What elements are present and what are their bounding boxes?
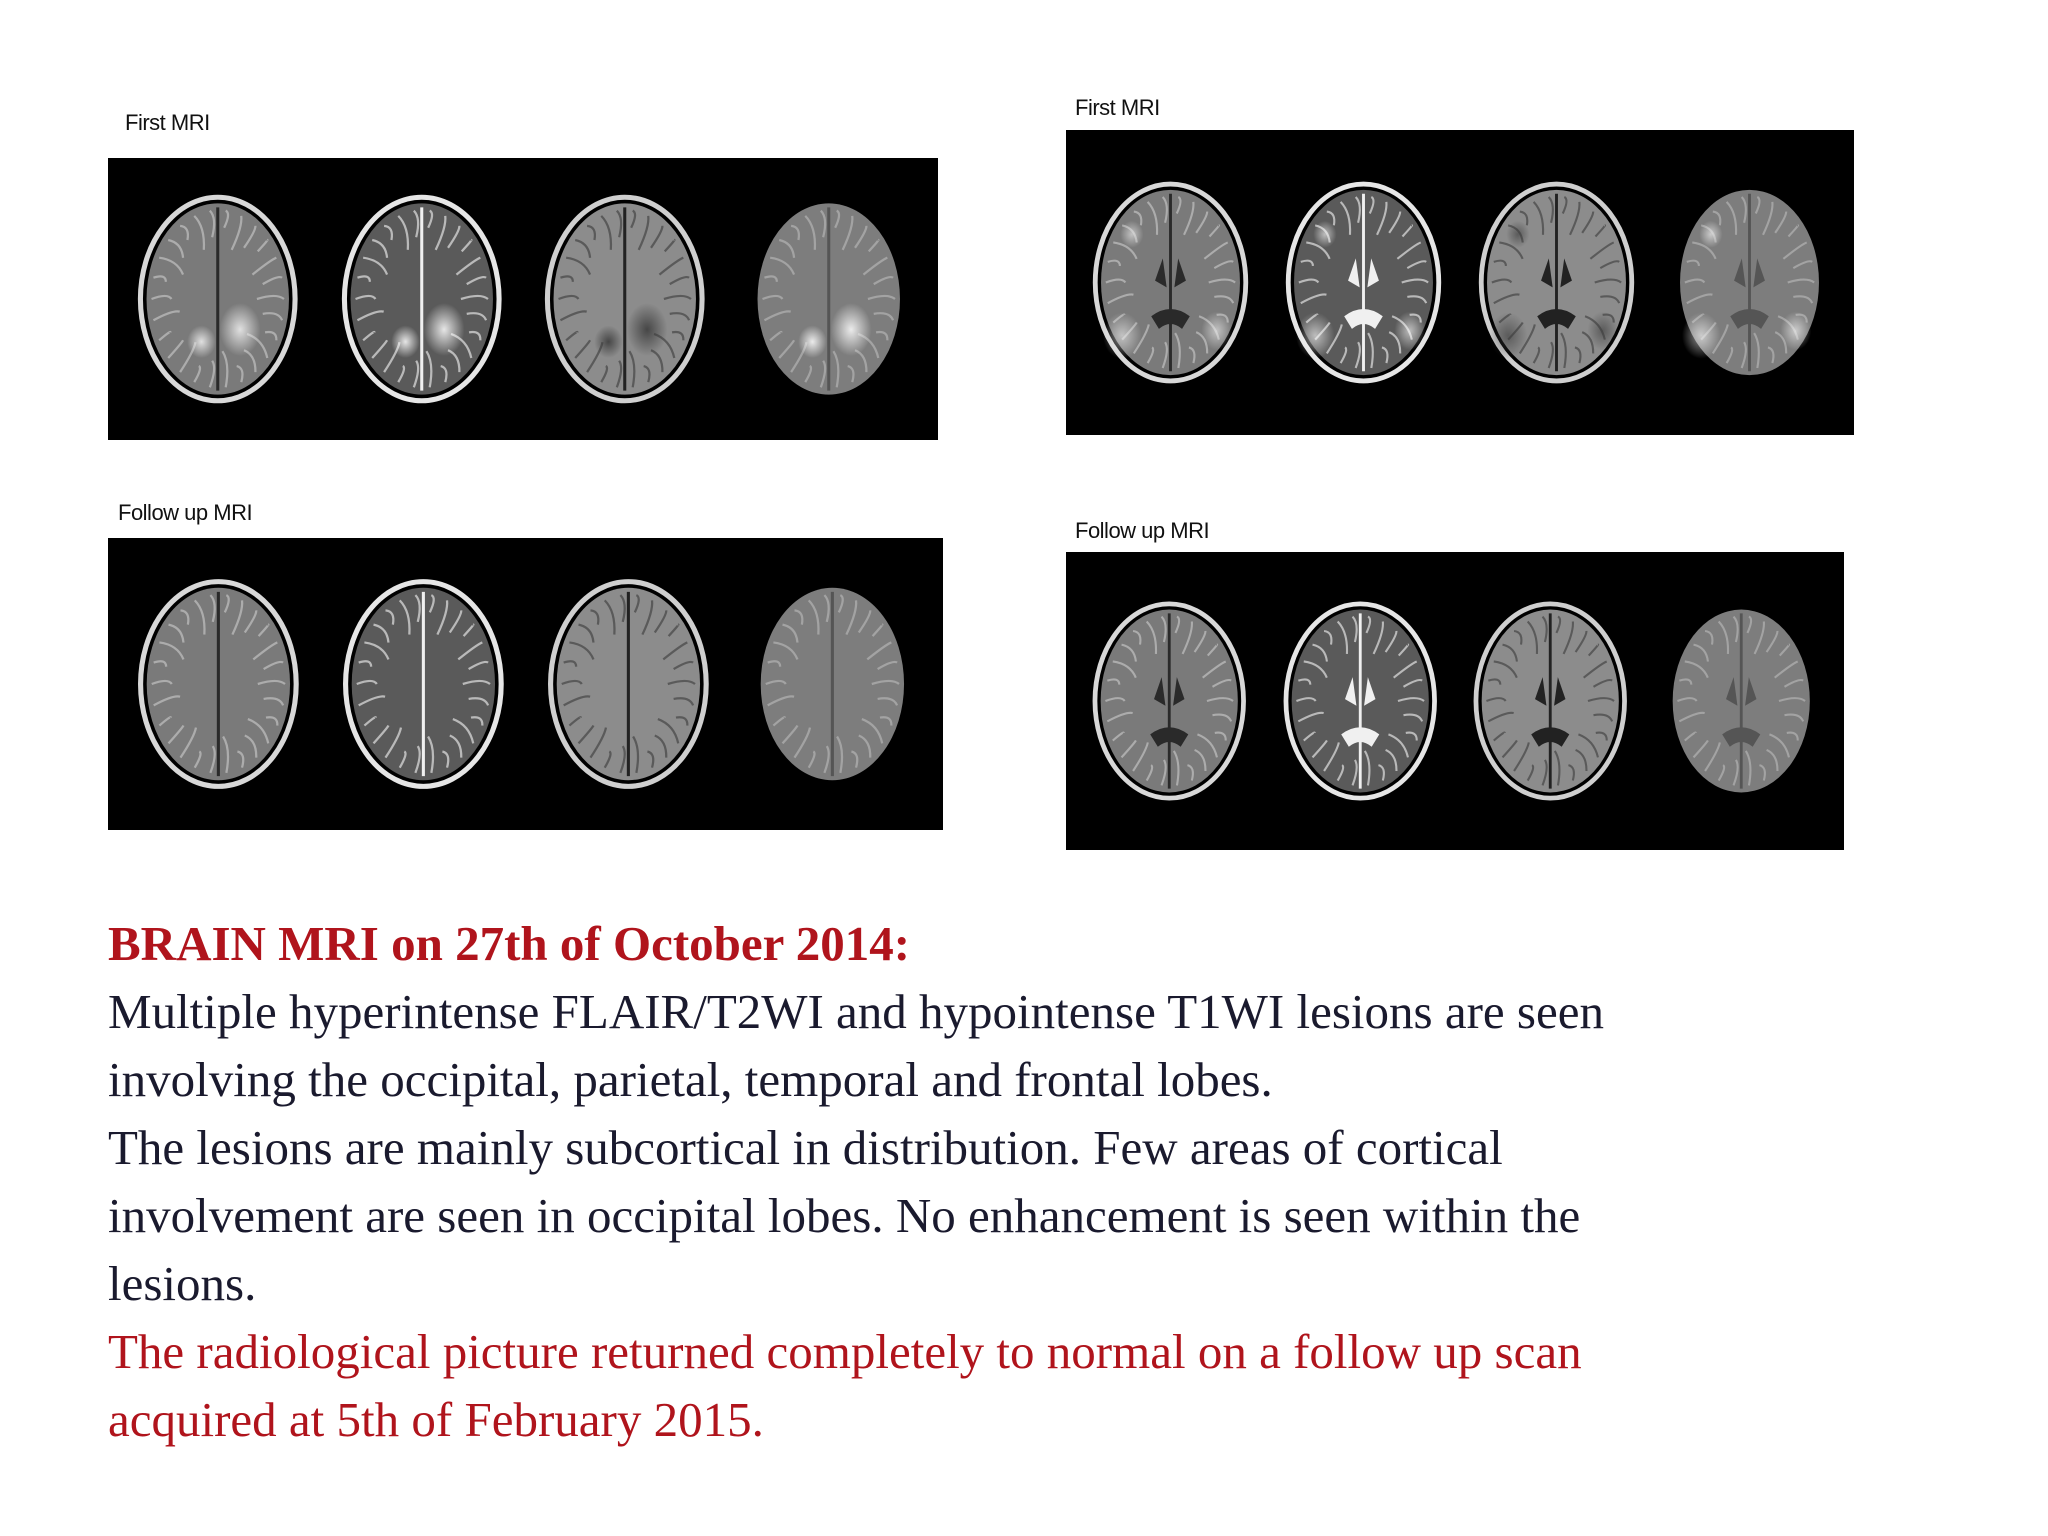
mri-slice-t2 xyxy=(1265,563,1456,839)
left-follow-up-mri-label: Follow up MRI xyxy=(118,500,253,525)
mri-slice-t1 xyxy=(523,169,727,429)
mri-slice-dwi xyxy=(1653,141,1846,424)
mri-slice-flair xyxy=(116,549,321,819)
mri-slice-t1 xyxy=(1460,141,1653,424)
report-line-5: lesions. xyxy=(108,1256,257,1311)
mri-slice-flair xyxy=(1074,563,1265,839)
right-first-mri-label: First MRI xyxy=(1075,95,1160,120)
right-first-mri-strip xyxy=(1066,130,1854,435)
report-line-4: involvement are seen in occipital lobes. No enhancement is seen within the xyxy=(108,1188,1581,1243)
report-text xyxy=(108,910,2008,1454)
mri-slice-flair xyxy=(116,169,320,429)
mri-slice-t2 xyxy=(1267,141,1460,424)
report-heading: BRAIN MRI on 27th of October 2014: xyxy=(108,916,911,971)
right-follow-up-mri-label: Follow up MRI xyxy=(1075,518,1210,543)
report-line-1: Multiple hyperintense FLAIR/T2WI and hypointense T1WI lesions are seen xyxy=(108,984,1604,1039)
left-first-mri-label: First MRI xyxy=(125,110,210,135)
conclusion-line-1: The radiological picture returned completely to normal on a follow up scan xyxy=(108,1324,1582,1379)
left-follow-up-mri-strip xyxy=(108,538,943,830)
mri-slice-dwi xyxy=(1646,563,1837,839)
mri-slice-dwi xyxy=(730,549,935,819)
report-line-2: involving the occipital, parietal, temporal and frontal lobes. xyxy=(108,1052,1273,1107)
right-follow-up-mri-strip xyxy=(1066,552,1844,850)
mri-slice-flair xyxy=(1074,141,1267,424)
mri-slice-t2 xyxy=(320,169,524,429)
mri-slice-t1 xyxy=(1455,563,1646,839)
report-line-3: The lesions are mainly subcortical in distribution. Few areas of cortical xyxy=(108,1120,1503,1175)
mri-slice-t2 xyxy=(321,549,526,819)
mri-slice-dwi xyxy=(727,169,931,429)
left-first-mri-strip xyxy=(108,158,938,440)
mri-slice-t1 xyxy=(526,549,731,819)
conclusion-line-2: acquired at 5th of February 2015. xyxy=(108,1392,764,1447)
